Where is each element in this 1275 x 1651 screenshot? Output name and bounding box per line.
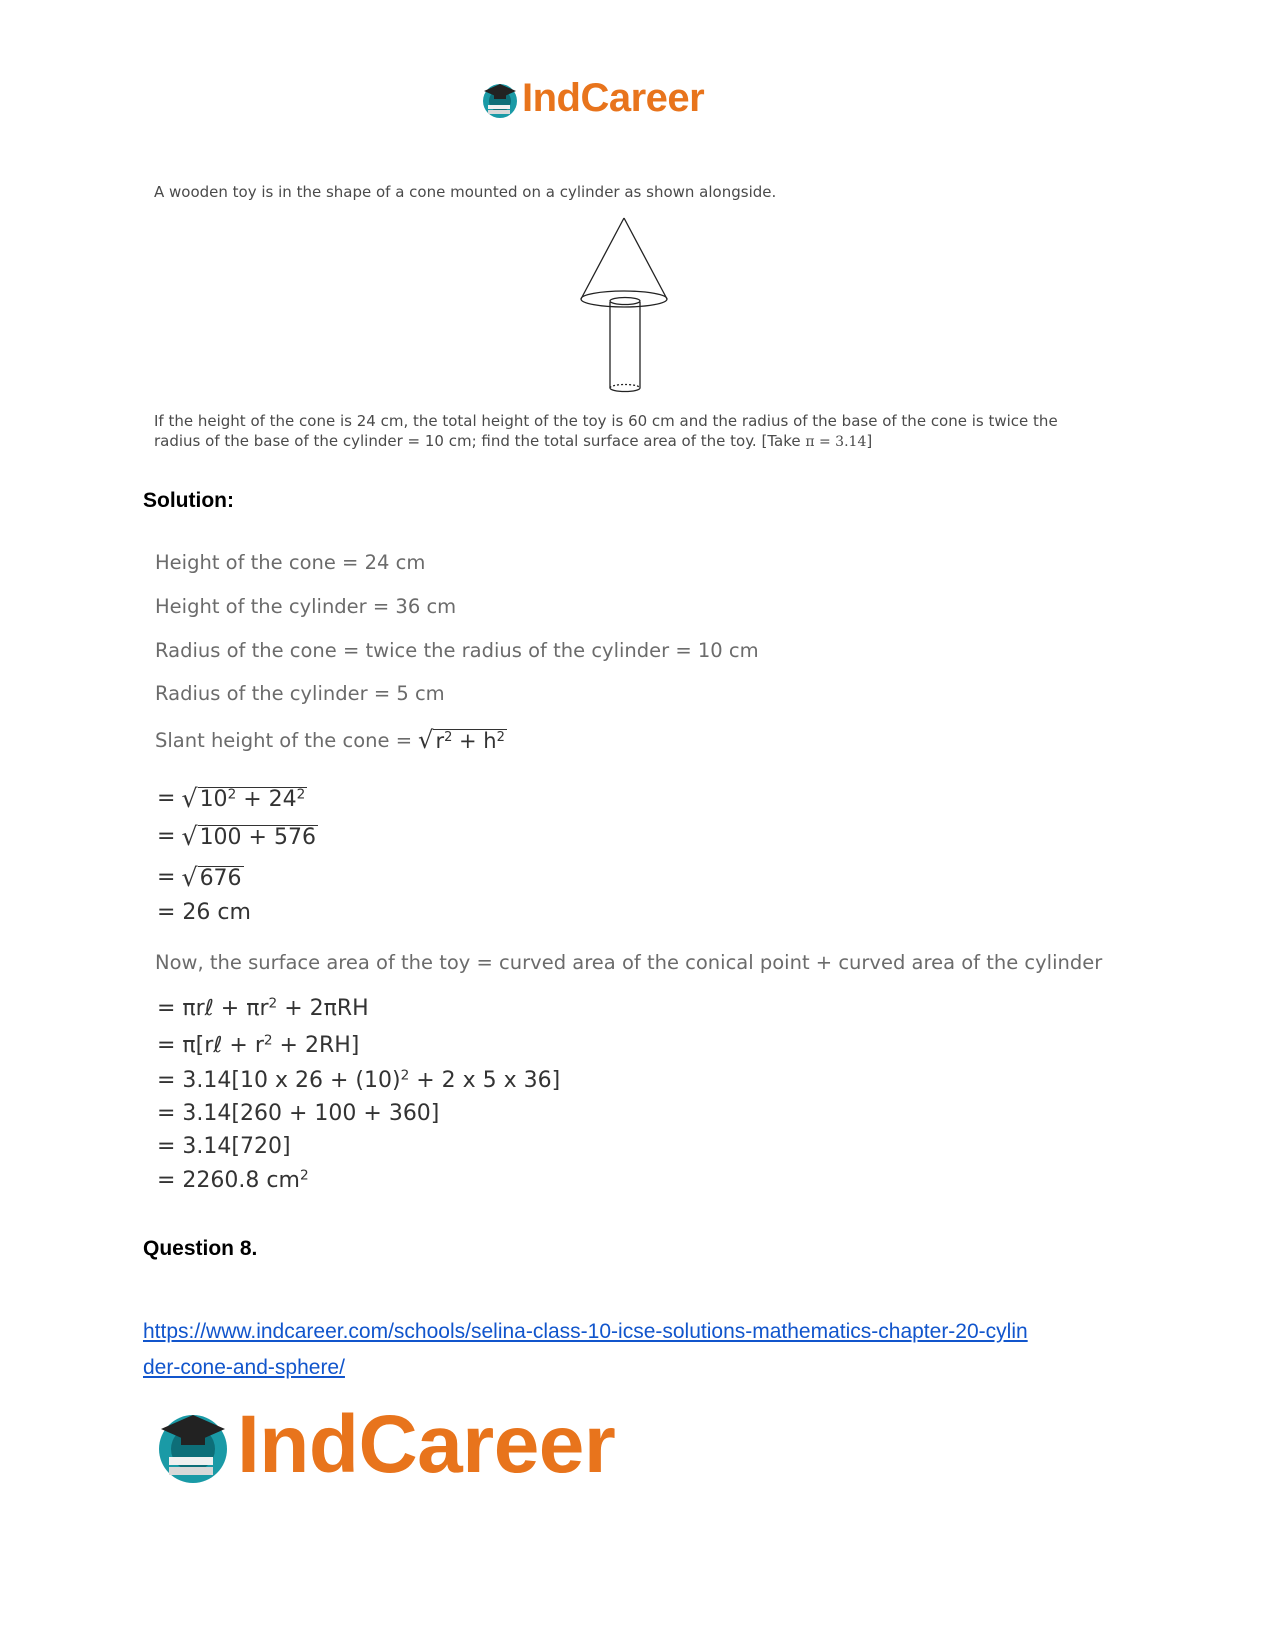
slant-step-2: = √ 100 + 576 [157,822,316,851]
slant-step-1: = √ $10^2 + 24^2$ [157,784,306,813]
equals-sign: = [157,786,176,812]
slant-result: = 26 cm [157,900,251,925]
question-text [154,411,1079,452]
surface-result: = 2260.8 $cm^2$ [157,1167,309,1193]
graduation-cap-globe-icon [153,1405,233,1485]
header-logo [480,76,704,121]
slant-formula: √ $r^2 + h^2$ [418,726,505,754]
graduation-cap-globe-icon [480,79,520,119]
question-intro: A wooden toy is in the shape of a cone mounted on a cylinder as shown alongside. [154,183,777,201]
surface-result-value: = 2260.8 cm [157,1168,300,1193]
next-question-heading: Question 8. [143,1237,258,1260]
slant-height-line [155,728,507,752]
footer-logo-text: IndCareer [237,1399,616,1490]
surface-step-4: = 3.14[260 + 100 + 360] [157,1101,440,1126]
source-link-line-2[interactable]: der-cone-and-sphere/ [143,1356,345,1379]
equals-sign: = [157,824,176,850]
solution-heading: Solution: [143,489,234,512]
footer-logo [153,1398,615,1492]
given-line: Radius of the cylinder = 5 cm [155,682,445,705]
header-logo-text: IndCareer [522,76,705,120]
surface-step-3: = 3.14[10 x $26 + (10)^2 + 2$ x 5 x 36] [157,1067,561,1093]
cone-cylinder-figure [570,212,680,398]
question-bracket-close: ] [866,432,873,450]
surface-step-1: = πrℓ + $\pi r^2 + 2\pi RH$ [157,995,369,1021]
surface-step-2: = π[rℓ + $r^2 + 2RH$] [157,1032,360,1058]
source-link[interactable] [143,1314,1143,1386]
equals-sign: = [157,865,176,891]
given-line: Height of the cylinder = 36 cm [155,595,457,618]
surface-area-statement: Now, the surface area of the toy = curved area of the conical point + curved area of the cylinder [155,951,1103,974]
given-line: Height of the cone = 24 cm [155,551,426,574]
question-body: If the height of the cone is 24 cm, the total height of the toy is 60 cm and the radius of the base of the cone is twice the radius of the base of the cylinder = 10 cm; find the total surface area of the toy. [Take [154,412,1058,450]
pi-value: π = 3.14 [805,434,867,450]
slant-height-label: Slant height of the cone = [155,729,413,753]
surface-step-5: = 3.14[720] [157,1134,291,1159]
source-link-line-1[interactable]: https://www.indcareer.com/schools/selina-class-10-icse-solutions-mathematics-chapter-20-cylin [143,1320,1028,1343]
slant-step-3: = √ 676 [157,863,242,892]
given-line: Radius of the cone = twice the radius of the cylinder = 10 cm [155,639,759,662]
